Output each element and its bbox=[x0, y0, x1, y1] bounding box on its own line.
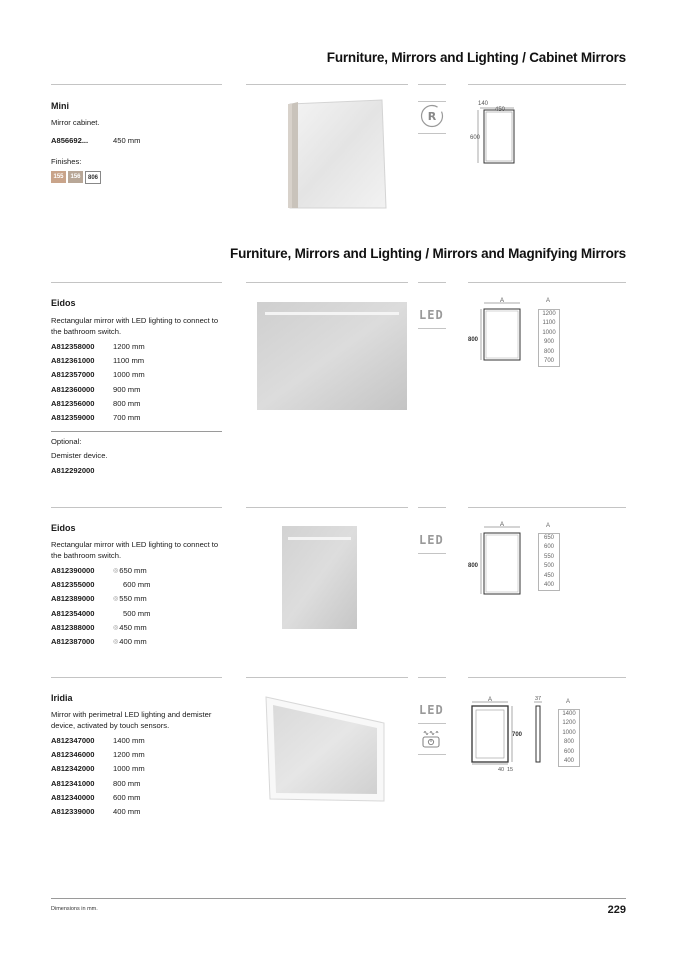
marker-icon: ◎ bbox=[113, 639, 119, 646]
product-code: A812360000 bbox=[51, 384, 95, 394]
product-description: Rectangular mirror with LED lighting to connect to the bathroom switch. bbox=[51, 316, 219, 336]
dim-a-label: A bbox=[499, 522, 505, 528]
divider bbox=[51, 84, 222, 85]
eidos-mirror-image bbox=[282, 526, 357, 629]
width-value: 400 bbox=[543, 582, 554, 589]
product-code: A812341000 bbox=[51, 778, 95, 788]
dim-height: 800 bbox=[468, 563, 479, 569]
width-value: 1100 bbox=[542, 320, 556, 327]
product-codes bbox=[51, 563, 150, 649]
width-value: 700 bbox=[543, 358, 554, 365]
product-size: 400 mm bbox=[119, 637, 147, 647]
product-code: A812357000 bbox=[51, 370, 95, 380]
code-row bbox=[51, 396, 145, 410]
finish-swatches bbox=[51, 171, 101, 184]
divider bbox=[418, 723, 446, 724]
width-value: 450 bbox=[543, 572, 554, 579]
iridia-dimension-drawing bbox=[468, 692, 554, 774]
eidos-dimension-drawing bbox=[468, 519, 538, 599]
divider bbox=[246, 84, 408, 85]
dim-depth: 37 bbox=[534, 696, 542, 702]
section-title-cabinet-mirrors: Furniture, Mirrors and Lighting / Cabinet Mirrors bbox=[326, 50, 626, 65]
product-size: 1100 mm bbox=[113, 355, 145, 365]
product-code: A812356000 bbox=[51, 398, 95, 408]
product-description: Mirror cabinet. bbox=[51, 118, 100, 127]
product-size: 600 mm bbox=[113, 792, 141, 802]
product-code: A812355000 bbox=[51, 579, 95, 589]
code-row bbox=[51, 606, 150, 620]
product-size: 450 mm bbox=[113, 135, 141, 145]
divider bbox=[418, 84, 446, 85]
reversible-icon-letter: R bbox=[427, 110, 437, 123]
product-name: Eidos bbox=[51, 298, 76, 308]
dim-bottom-1: 40 bbox=[498, 767, 505, 773]
product-code: A812342000 bbox=[51, 764, 95, 774]
width-value: 1400 bbox=[562, 711, 576, 717]
product-size: 400 mm bbox=[113, 807, 141, 817]
divider bbox=[418, 133, 446, 134]
reversible-icon bbox=[420, 104, 444, 128]
product-codes bbox=[51, 733, 145, 819]
code-row bbox=[51, 382, 145, 396]
marker-icon: ◎ bbox=[113, 567, 119, 574]
dim-height: 800 bbox=[468, 337, 479, 343]
code-row bbox=[51, 790, 145, 804]
divider bbox=[418, 754, 446, 755]
led-icon: LED bbox=[419, 533, 444, 547]
product-code: A856692... bbox=[51, 135, 89, 145]
width-value: 800 bbox=[563, 739, 574, 746]
product-code: A812390000 bbox=[51, 565, 95, 575]
product-code: A812388000 bbox=[51, 622, 95, 632]
product-codes bbox=[51, 133, 140, 147]
finish-swatch: 806 bbox=[85, 171, 101, 184]
product-size: 800 mm bbox=[113, 398, 141, 408]
dim-bottom-2: 15 bbox=[507, 767, 514, 773]
iridia-mirror-image bbox=[264, 695, 388, 805]
divider bbox=[468, 677, 626, 678]
footer-divider bbox=[51, 898, 626, 899]
width-table bbox=[538, 533, 560, 591]
product-code: A812340000 bbox=[51, 792, 95, 802]
width-table bbox=[538, 309, 560, 367]
product-codes bbox=[51, 339, 145, 425]
dim-a-header: A bbox=[546, 523, 551, 529]
footer-note: Dimensions in mm. bbox=[51, 906, 98, 912]
product-size: 1400 mm bbox=[113, 735, 145, 745]
dim-height: 700 bbox=[512, 732, 523, 738]
divider bbox=[418, 101, 446, 102]
width-value: 400 bbox=[563, 758, 574, 765]
dim-height: 600 bbox=[470, 135, 481, 141]
code-row bbox=[51, 747, 145, 761]
mirror-cabinet-image bbox=[276, 96, 416, 216]
divider bbox=[246, 507, 408, 508]
dim-a-header: A bbox=[546, 298, 551, 304]
product-code: A812359000 bbox=[51, 413, 95, 423]
divider bbox=[246, 677, 408, 678]
code-row bbox=[51, 592, 150, 606]
product-size: 500 mm bbox=[123, 608, 151, 618]
width-value: 550 bbox=[543, 553, 554, 560]
code-row bbox=[51, 577, 150, 591]
code-row bbox=[51, 339, 145, 353]
product-description: Rectangular mirror with LED lighting to connect to the bathroom switch. bbox=[51, 540, 219, 560]
dim-depth: 140 bbox=[477, 101, 489, 107]
optional-code: A812292000 bbox=[51, 466, 95, 475]
optional-description: Demister device. bbox=[51, 451, 108, 460]
led-icon: LED bbox=[419, 308, 444, 322]
divider bbox=[246, 282, 408, 283]
finish-swatch: 156 bbox=[68, 171, 83, 183]
product-size: 1000 mm bbox=[113, 370, 145, 380]
divider bbox=[418, 282, 446, 283]
page-number: 229 bbox=[607, 904, 626, 916]
section-title-mirrors: Furniture, Mirrors and Lighting / Mirrors and Magnifying Mirrors bbox=[230, 246, 626, 261]
width-table bbox=[558, 709, 580, 767]
divider bbox=[51, 282, 222, 283]
divider bbox=[51, 507, 222, 508]
code-row bbox=[51, 634, 150, 648]
marker-icon: ◎ bbox=[113, 596, 119, 603]
width-value: 800 bbox=[543, 348, 554, 355]
product-name: Iridia bbox=[51, 693, 73, 703]
dim-a-label: A bbox=[487, 697, 493, 703]
dim-a-label: A bbox=[499, 298, 505, 304]
product-size: 1200 mm bbox=[113, 341, 145, 351]
divider bbox=[468, 507, 626, 508]
width-value: 900 bbox=[543, 339, 554, 346]
code-row bbox=[51, 410, 145, 424]
mini-dimension-drawing bbox=[470, 97, 530, 169]
product-description: Mirror with perimetral LED lighting and demister device, activated by touch sensors. bbox=[51, 710, 212, 730]
width-value: 1000 bbox=[542, 329, 556, 336]
finish-swatch: 155 bbox=[51, 171, 66, 183]
divider bbox=[468, 84, 626, 85]
width-value: 1200 bbox=[542, 311, 556, 317]
product-size: 1000 mm bbox=[113, 764, 145, 774]
width-value: 600 bbox=[543, 544, 554, 551]
product-code: A812339000 bbox=[51, 807, 95, 817]
product-size: 700 mm bbox=[113, 413, 141, 423]
product-code: A812361000 bbox=[51, 355, 95, 365]
divider bbox=[51, 431, 222, 432]
code-row bbox=[51, 353, 145, 367]
product-code: A812354000 bbox=[51, 608, 95, 618]
width-value: 600 bbox=[563, 748, 574, 755]
product-name: Mini bbox=[51, 101, 69, 111]
product-size: 800 mm bbox=[113, 778, 141, 788]
divider bbox=[418, 328, 446, 329]
divider bbox=[418, 553, 446, 554]
led-icon: LED bbox=[419, 703, 444, 717]
dim-width: 450 bbox=[494, 107, 506, 113]
divider bbox=[468, 282, 626, 283]
width-value: 1200 bbox=[562, 720, 576, 727]
product-code: A812347000 bbox=[51, 735, 95, 745]
divider bbox=[51, 677, 222, 678]
code-row bbox=[51, 762, 145, 776]
touch-sensor-icon bbox=[421, 728, 443, 750]
product-code: A812346000 bbox=[51, 749, 95, 759]
code-row bbox=[51, 620, 150, 634]
finishes-label: Finishes: bbox=[51, 157, 82, 166]
width-value: 1000 bbox=[562, 729, 576, 736]
code-row bbox=[51, 133, 140, 147]
code-row bbox=[51, 776, 145, 790]
product-size: 1200 mm bbox=[113, 749, 145, 759]
code-row bbox=[51, 804, 145, 818]
width-value: 500 bbox=[543, 563, 554, 570]
width-value: 650 bbox=[543, 535, 554, 541]
product-size: 900 mm bbox=[113, 384, 141, 394]
product-size: 600 mm bbox=[123, 579, 151, 589]
product-size: 550 mm bbox=[119, 594, 147, 604]
product-size: 650 mm bbox=[119, 565, 147, 575]
divider bbox=[418, 677, 446, 678]
code-row bbox=[51, 368, 145, 382]
divider bbox=[418, 507, 446, 508]
product-code: A812389000 bbox=[51, 594, 95, 604]
eidos-mirror-image bbox=[257, 302, 407, 410]
product-code: A812387000 bbox=[51, 637, 95, 647]
optional-label: Optional: bbox=[51, 437, 82, 446]
product-code: A812358000 bbox=[51, 341, 95, 351]
dim-a-header: A bbox=[566, 699, 571, 705]
code-row bbox=[51, 563, 150, 577]
product-size: 450 mm bbox=[119, 622, 147, 632]
marker-icon: ◎ bbox=[113, 624, 119, 631]
eidos-dimension-drawing bbox=[468, 295, 538, 375]
product-name: Eidos bbox=[51, 523, 76, 533]
code-row bbox=[51, 733, 145, 747]
